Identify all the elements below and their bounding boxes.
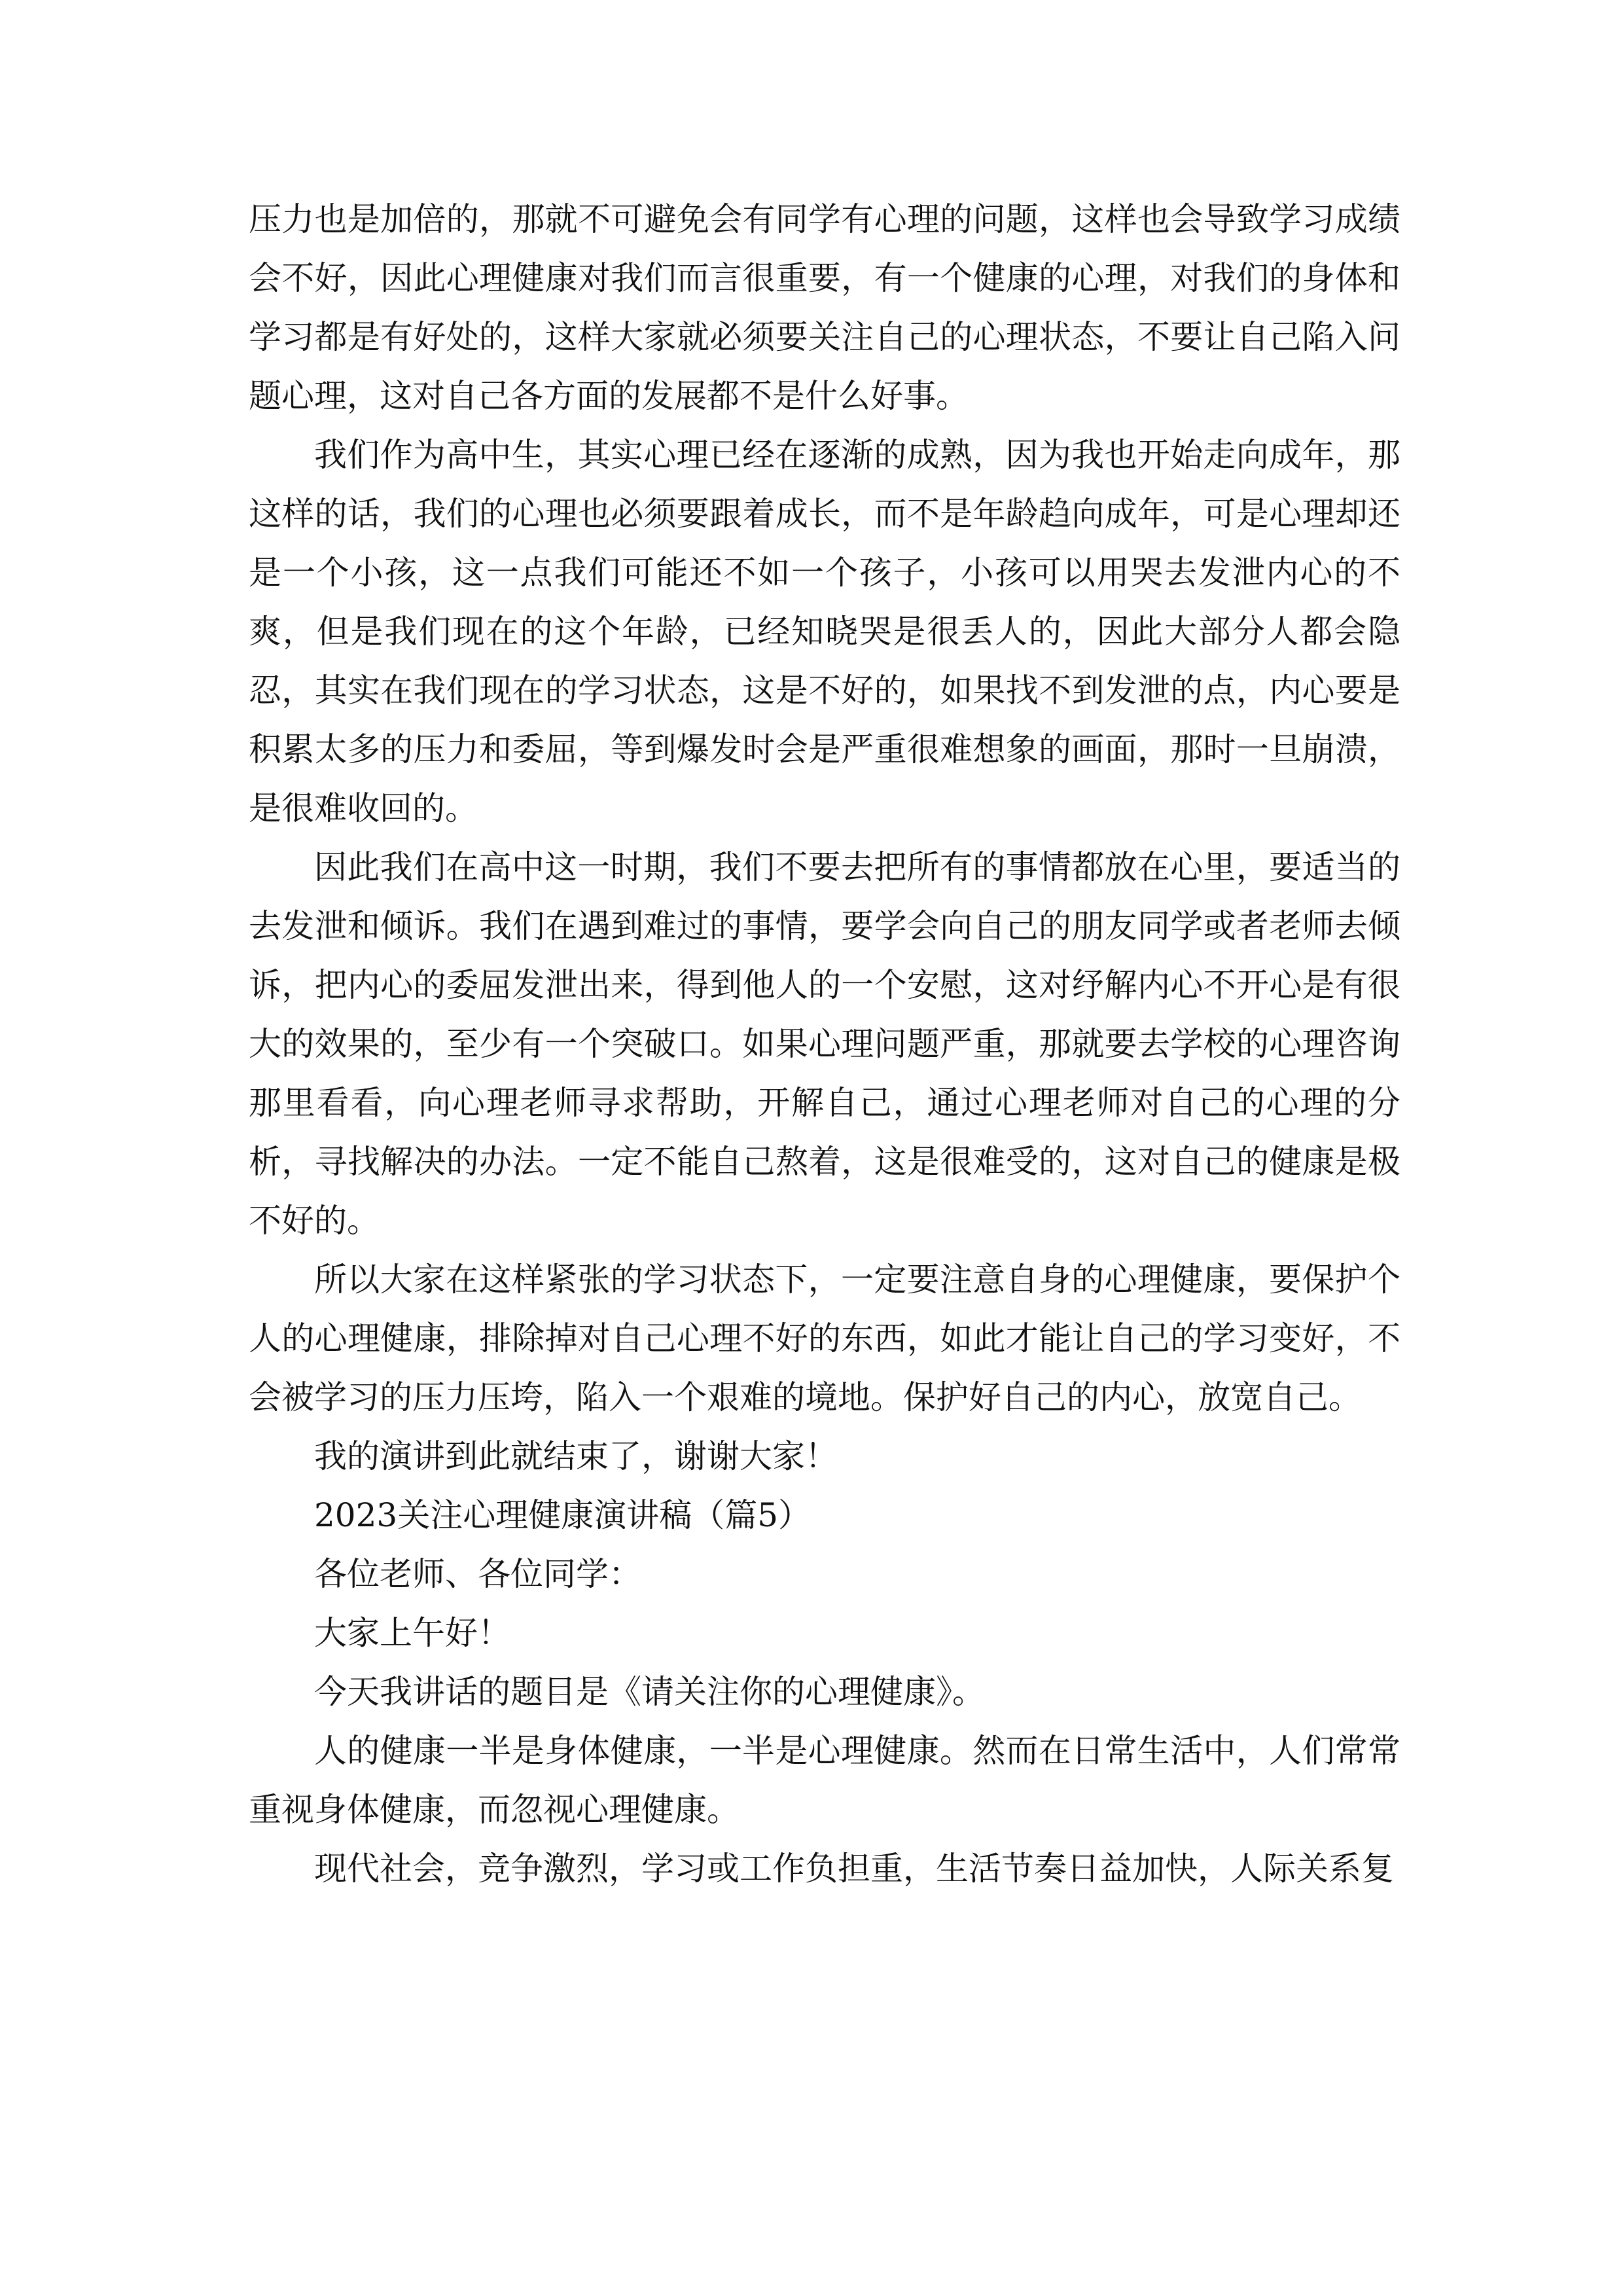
paragraph-4: 所以大家在这样紧张的学习状态下，一定要注意自身的心理健康，要保护个人的心理健康，排除掉对自己心理不好的东西，如此才能让自己的学习变好，不会被学习的压力压垮，陷入一个艰难的境地。保护好自己的内心，放宽自己。: [249, 1261, 1400, 1416]
speech-topic: 今天我讲话的题目是《请关注你的心理健康》。: [314, 1673, 985, 1711]
closing-line: 我的演讲到此就结束了，谢谢大家！: [314, 1437, 838, 1475]
greeting: 大家上午好！: [314, 1614, 510, 1652]
paragraph-11: 现代社会，竞争激烈，学习或工作负担重，生活节奏日益加快，人际关系复: [314, 1850, 1394, 1888]
paragraph-3: 因此我们在高中这一时期，我们不要去把所有的事情都放在心里，要适当的去发泄和倾诉。我们在遇到难过的事情，要学会向自己的朋友同学或者老师去倾诉，把内心的委屈发泄出来，得到他人的一个安慰，这对纾解内心不开心是有很大的效果的，至少有一个突破口。如果心理问题严重，那就要去学校的心理咨询那里看看，向心理老师寻求帮助，开解自己，通过心理老师对自己的心理的分析，寻找解决的办法。一定不能自己熬着，这是很难受的，这对自己的健康是极不好的。: [249, 848, 1400, 1240]
section-heading: 2023关注心理健康演讲稿（篇5）: [314, 1496, 812, 1534]
paragraph-10: 人的健康一半是身体健康，一半是心理健康。然而在日常生活中，人们常常重视身体健康，而忽视心理健康。: [249, 1732, 1400, 1829]
document-body: [249, 190, 1400, 1898]
salutation: 各位老师、各位同学：: [314, 1555, 641, 1593]
paragraph-1: 压力也是加倍的，那就不可避免会有同学有心理的问题，这样也会导致学习成绩会不好，因此心理健康对我们而言很重要，有一个健康的心理，对我们的身体和学习都是有好处的，这样大家就必须要关注自己的心理状态，不要让自己陷入问题心理，这对自己各方面的发展都不是什么好事。: [249, 200, 1400, 415]
paragraph-2: 我们作为高中生，其实心理已经在逐渐的成熟，因为我也开始走向成年，那这样的话，我们的心理也必须要跟着成长，而不是年龄趋向成年，可是心理却还是一个小孩，这一点我们可能还不如一个孩子，小孩可以用哭去发泄内心的不爽，但是我们现在的这个年龄，已经知晓哭是很丢人的，因此大部分人都会隐忍，其实在我们现在的学习状态，这是不好的，如果找不到发泄的点，内心要是积累太多的压力和委屈，等到爆发时会是严重很难想象的画面，那时一旦崩溃，是很难收回的。: [249, 436, 1400, 827]
